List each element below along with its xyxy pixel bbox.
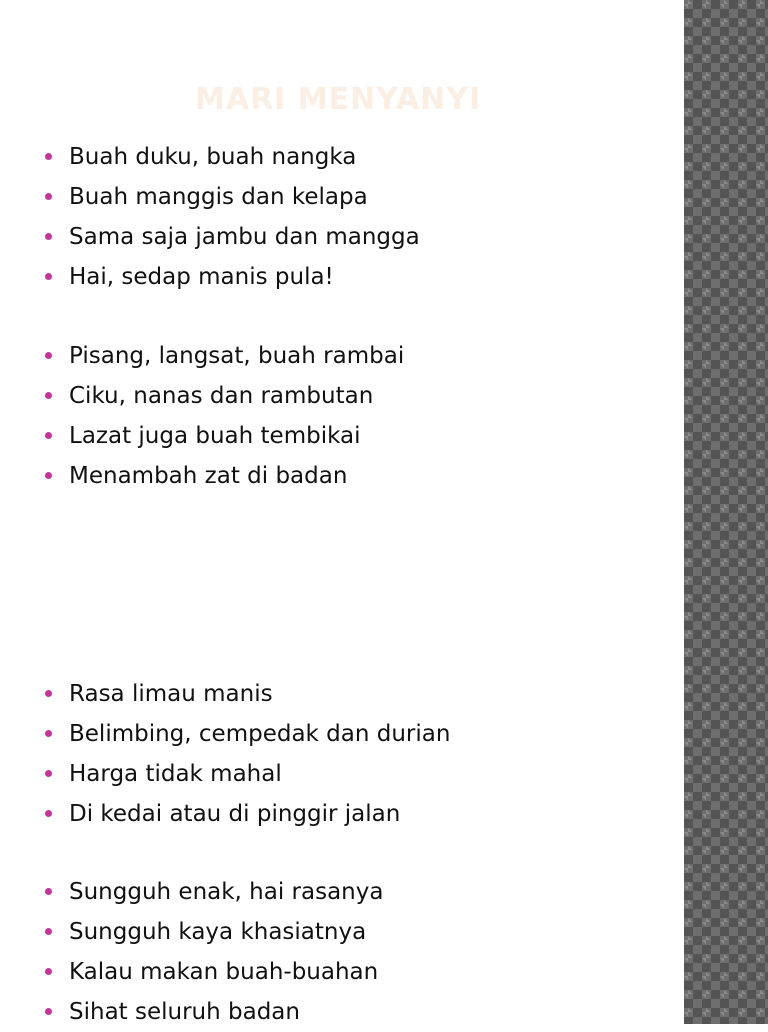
lyric-line: Hai, sedap manis pula!	[44, 257, 420, 297]
lyric-line: Di kedai atau di pinggir jalan	[44, 794, 450, 834]
stanza-4	[44, 872, 383, 1032]
lyric-line: Sama saja jambu dan mangga	[44, 217, 420, 257]
lyric-line: Belimbing, cempedak dan durian	[44, 714, 450, 754]
lyric-line: Menambah zat di badan	[44, 456, 404, 496]
lyric-line: Pisang, langsat, buah rambai	[44, 336, 404, 376]
lyric-line: Buah manggis dan kelapa	[44, 177, 420, 217]
lyric-line: Lazat juga buah tembikai	[44, 416, 404, 456]
stanza-2	[44, 336, 404, 496]
lyric-line: Sihat seluruh badan	[44, 992, 383, 1032]
lyric-line: Rasa limau manis	[44, 674, 450, 714]
lyric-line: Sungguh enak, hai rasanya	[44, 872, 383, 912]
stanza-1	[44, 137, 420, 297]
lyric-line: Harga tidak mahal	[44, 754, 450, 794]
stanza-3	[44, 674, 450, 834]
lyric-line: Sungguh kaya khasiatnya	[44, 912, 383, 952]
decorative-side-pattern	[684, 0, 768, 1024]
lyric-line: Buah duku, buah nangka	[44, 137, 420, 177]
lyric-line: Ciku, nanas dan rambutan	[44, 376, 404, 416]
lyric-line: Kalau makan buah-buahan	[44, 952, 383, 992]
slide-title: MARI MENYANYI	[195, 82, 482, 117]
